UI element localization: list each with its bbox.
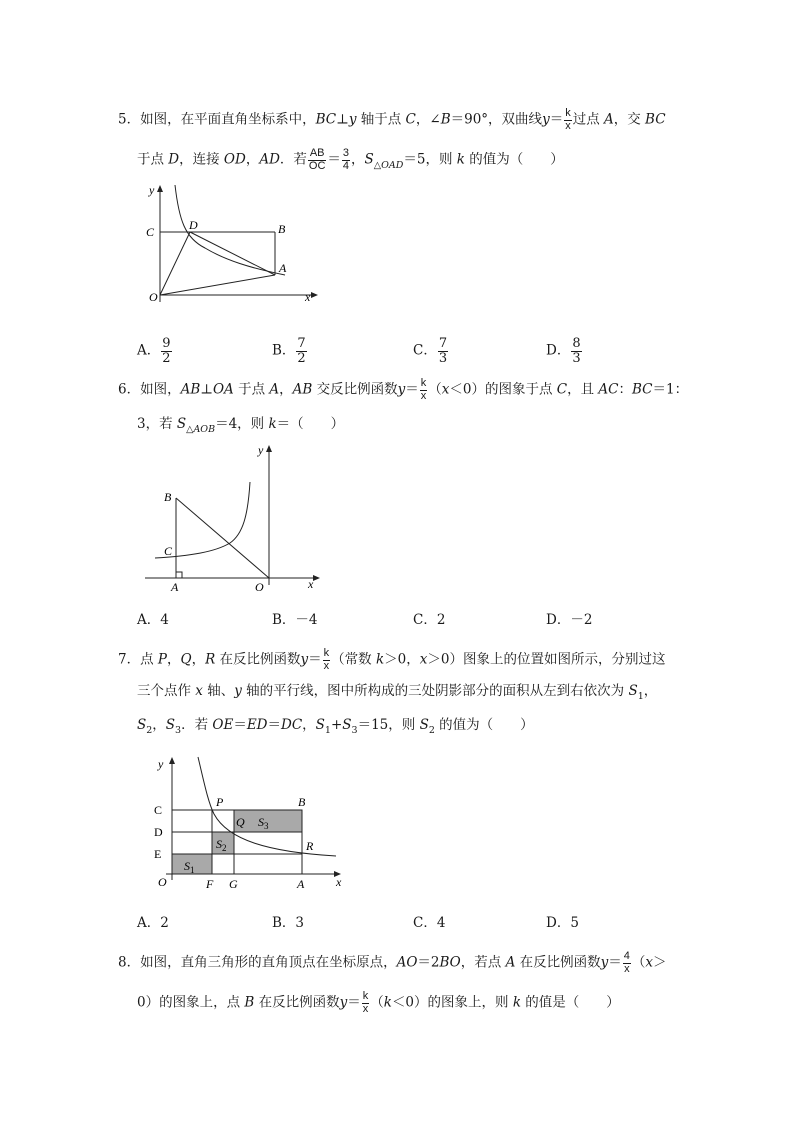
label-S2-letter: S xyxy=(216,837,222,851)
q5-text: ， xyxy=(351,151,365,168)
q6-number: 6． xyxy=(118,381,141,398)
q5-text: ，∠ xyxy=(415,111,441,128)
q7-text: 在反比例函数 xyxy=(215,651,301,668)
q8-text: B xyxy=(244,994,255,1011)
q7-text: 3 xyxy=(351,725,358,736)
label-C: C xyxy=(146,225,155,239)
label-P: P xyxy=(216,795,224,809)
q7-text: 2 xyxy=(146,725,153,736)
q7-text: ＞0）图象上的位置如图所示，分别过这 xyxy=(427,651,666,668)
q8-line-1 xyxy=(118,951,667,975)
segment-DA xyxy=(190,232,275,275)
q6-text: S xyxy=(176,416,187,432)
q7-text: 轴、 xyxy=(202,683,235,699)
q6-text: 于点 xyxy=(233,381,270,398)
q5-text: ，交 xyxy=(613,111,646,128)
q5-text: ．若 xyxy=(279,151,307,168)
label-y: y xyxy=(158,757,164,771)
q5-fraction-k-over-x xyxy=(564,108,572,132)
label-B: B xyxy=(298,795,306,809)
q6-option-d[interactable] xyxy=(546,614,592,628)
q6-text: C xyxy=(556,381,568,398)
fraction-numerator: 7 xyxy=(297,336,306,351)
q5-text: ， xyxy=(245,151,260,168)
label-C: C xyxy=(164,544,173,558)
q7-text: ．若 xyxy=(181,717,213,733)
option-letter: D． xyxy=(546,612,571,628)
label-S3-subscript: 3 xyxy=(264,821,269,831)
option-value: 4 xyxy=(160,612,169,628)
q6-text: ⊥ xyxy=(200,381,213,398)
q8-text: ＝ xyxy=(347,994,361,1011)
label-G: G xyxy=(229,877,238,891)
q8-text: 在反比例函数 xyxy=(254,994,340,1011)
q6-text: ＝ xyxy=(405,381,419,398)
q7-text: ， xyxy=(152,717,166,733)
fraction-numerator: 4 xyxy=(623,950,630,962)
option-letter: B． xyxy=(272,915,296,931)
q6-fraction-k-over-x xyxy=(420,378,428,402)
q8-text: （ xyxy=(631,954,646,971)
q6-text: 3，若 xyxy=(137,416,177,432)
q5-text: △OAD xyxy=(373,159,404,171)
fraction-denominator: x xyxy=(624,962,630,975)
q8-text: 如图，直角三角形的直角顶点在坐标原点， xyxy=(140,954,397,971)
fraction-denominator: 2 xyxy=(162,350,171,366)
q5-text: y xyxy=(542,111,550,128)
q8-text: k xyxy=(383,994,392,1011)
q5-option-d[interactable] xyxy=(546,337,583,365)
q8-line-2 xyxy=(137,991,620,1015)
y-axis-arrow-icon xyxy=(266,445,272,452)
q7-text: ＝ xyxy=(267,717,282,733)
q6-text: ： xyxy=(618,381,632,398)
q8-fraction-4-over-x xyxy=(623,951,631,975)
q6-text: y xyxy=(397,381,406,398)
q7-text: 轴的平行线，图中所构成的三处阴影部分的面积从左到右依次为 xyxy=(241,683,629,699)
label-F: F xyxy=(206,877,214,891)
q8-text: BO xyxy=(439,954,461,971)
q7-text: k xyxy=(375,651,385,668)
q7-text: OE xyxy=(212,717,234,733)
fraction-denominator: 3 xyxy=(572,350,581,366)
option-value: 4 xyxy=(436,915,446,931)
q5-option-a[interactable] xyxy=(137,337,173,365)
q6-figure xyxy=(145,440,345,600)
q8-text: ＝2 xyxy=(417,954,440,971)
label-O: O xyxy=(149,290,158,304)
q7-text: 的值为（ ） xyxy=(434,717,534,733)
q6-text: ＜0）的图象于点 xyxy=(449,381,557,398)
q8-fraction-k-over-x xyxy=(362,991,370,1015)
label-Q: Q xyxy=(236,815,245,829)
x-axis-arrow-icon xyxy=(311,292,318,298)
q6-text: x xyxy=(441,381,450,398)
q7-fraction-k-over-x xyxy=(323,648,331,672)
label-S1-letter: S xyxy=(184,859,190,873)
q5-text: ＝ xyxy=(549,111,564,128)
q8-text: y xyxy=(600,954,609,971)
fraction-numerator: AB xyxy=(309,147,325,159)
segment-BO xyxy=(176,498,269,578)
q5-text: ＝5，则 xyxy=(403,151,457,168)
option-value: －4 xyxy=(295,612,318,628)
q5-text: D xyxy=(168,151,180,168)
option-letter: A． xyxy=(137,342,161,359)
q8-text: ＞ xyxy=(653,954,667,971)
q6-text: △AOB xyxy=(186,424,216,435)
q6-text: AC xyxy=(598,381,619,398)
q5-text: y xyxy=(348,111,357,128)
q6-line-1 xyxy=(118,378,688,402)
fraction-denominator: 4 xyxy=(342,159,350,172)
q5-option-c[interactable] xyxy=(413,337,449,365)
q7-number: 7． xyxy=(118,651,141,668)
label-S2-subscript: 2 xyxy=(222,843,227,853)
q8-text: ＝ xyxy=(608,954,622,971)
label-E: E xyxy=(154,847,162,861)
q7-text: S xyxy=(419,717,429,733)
q7-figure xyxy=(148,752,368,902)
q7-text: y xyxy=(300,651,309,668)
q7-text: S xyxy=(165,717,176,733)
q7-text: 3 xyxy=(175,725,182,736)
q6-text: AB xyxy=(180,381,201,398)
q7-text: 点 xyxy=(140,651,158,668)
q8-text: x xyxy=(645,954,653,971)
label-A: A xyxy=(297,877,305,891)
q7-line-3 xyxy=(137,717,534,736)
fraction-numerator: 8 xyxy=(572,336,581,351)
q6-option-b[interactable] xyxy=(272,614,318,628)
q7-option-b[interactable] xyxy=(272,917,304,931)
fraction-numerator: 3 xyxy=(342,147,350,159)
option-fraction xyxy=(571,337,581,365)
q7-text: S xyxy=(137,717,147,733)
q6-text: ，且 xyxy=(567,381,599,398)
q5-text: BC xyxy=(315,111,337,128)
q7-text: ， xyxy=(166,651,181,668)
q7-text: （常数 xyxy=(331,651,376,668)
q6-line-2 xyxy=(137,416,345,435)
q5-text: C xyxy=(405,111,416,128)
q5-text: BC xyxy=(645,111,666,128)
q5-line-2 xyxy=(137,148,564,172)
label-x: x xyxy=(305,290,311,304)
q7-text: Q xyxy=(180,651,192,668)
fraction-numerator: 9 xyxy=(162,336,171,351)
q5-text: 过点 xyxy=(572,111,604,128)
y-axis-arrow-icon xyxy=(157,185,163,192)
q7-text: ＝15，则 xyxy=(357,717,420,733)
q6-option-c[interactable] xyxy=(413,614,445,628)
label-S1-subscript: 1 xyxy=(190,865,195,875)
label-A: A xyxy=(279,261,287,275)
fraction-denominator: x xyxy=(323,659,330,672)
q7-text: x xyxy=(419,651,428,668)
q6-option-a[interactable] xyxy=(137,614,169,628)
q5-text: 的值为（ ） xyxy=(464,151,564,168)
q7-option-a[interactable] xyxy=(137,917,169,931)
q7-line-2 xyxy=(137,683,658,702)
fraction-denominator: x xyxy=(420,389,427,402)
q7-text: S xyxy=(628,683,638,699)
option-value: 5 xyxy=(570,915,579,931)
q7-text: 2 xyxy=(428,725,435,736)
q5-fraction-ab-over-oc xyxy=(308,148,327,172)
q7-text: x xyxy=(195,683,203,699)
segment-OD xyxy=(160,232,190,295)
q8-text: 的值是（ ） xyxy=(521,994,620,1011)
q5-text: 于点 xyxy=(137,151,169,168)
fraction-numerator: k xyxy=(565,107,571,119)
x-axis-arrow-icon xyxy=(313,575,320,581)
option-letter: B． xyxy=(272,612,296,628)
q5-text: ＝ xyxy=(327,151,341,168)
fraction-denominator: x xyxy=(362,1002,369,1015)
q5-text: ⊥ xyxy=(336,111,349,128)
q8-text: ，若点 xyxy=(460,954,506,971)
label-C: C xyxy=(154,803,163,817)
q6-text: OA xyxy=(212,381,234,398)
option-fraction xyxy=(296,337,306,365)
q5-text: AD xyxy=(259,151,280,168)
q5-text: ，连接 xyxy=(179,151,224,168)
q7-text: 1 xyxy=(637,691,644,702)
q5-fraction-3-over-4 xyxy=(342,148,350,172)
q5-text: 如图，在平面直角坐标系中， xyxy=(140,111,316,128)
q5-number: 5． xyxy=(118,111,141,128)
option-fraction xyxy=(161,337,171,365)
q7-text: ＝ xyxy=(233,717,247,733)
q5-text: 轴于点 xyxy=(356,111,406,128)
q5-text: OD xyxy=(223,151,246,168)
q8-text: 0）的图象上，点 xyxy=(137,994,245,1011)
q7-text: ， xyxy=(643,683,658,699)
fraction-numerator: k xyxy=(420,377,427,389)
q7-line-1 xyxy=(118,648,665,672)
q7-text: P xyxy=(157,651,167,668)
y-axis-arrow-icon xyxy=(169,757,175,764)
q7-text: R xyxy=(205,651,216,668)
q6-text: （ xyxy=(428,381,442,398)
label-D: D xyxy=(154,825,163,839)
q6-text: BC xyxy=(632,381,653,398)
label-x: x xyxy=(308,577,314,591)
q6-text: A xyxy=(269,381,280,398)
q5-figure xyxy=(135,180,335,315)
option-letter: C． xyxy=(413,915,437,931)
option-letter: C． xyxy=(413,612,437,628)
fraction-numerator: 7 xyxy=(438,336,448,351)
q7-text: ， xyxy=(191,651,206,668)
option-letter: A． xyxy=(137,612,161,628)
q8-text: y xyxy=(339,994,348,1011)
option-letter: D． xyxy=(546,342,571,359)
q6-text: k xyxy=(268,416,277,432)
q6-text: ， xyxy=(279,381,293,398)
label-S3-letter: S xyxy=(258,815,264,829)
option-value: －2 xyxy=(570,612,593,628)
q5-text: A xyxy=(604,111,614,128)
q8-text: k xyxy=(512,994,522,1011)
q6-text: 交反比例函数 xyxy=(312,381,398,398)
q5-line-1 xyxy=(118,108,666,132)
q7-text: ＞0， xyxy=(384,651,420,668)
option-value: 2 xyxy=(436,612,446,628)
q8-text: ＜0）的图象上，则 xyxy=(391,994,513,1011)
q7-option-d[interactable] xyxy=(546,917,579,931)
q8-text: AO xyxy=(396,954,418,971)
q8-text: （ xyxy=(370,994,384,1011)
q7-text: ＝ xyxy=(308,651,322,668)
q7-text: S xyxy=(315,717,325,733)
fraction-denominator: x xyxy=(565,119,571,132)
q7-text: 1 xyxy=(324,725,331,736)
label-R: R xyxy=(306,839,314,853)
q6-text: ＝1： xyxy=(652,381,689,398)
fraction-denominator: 3 xyxy=(438,350,448,366)
label-O: O xyxy=(158,875,167,889)
label-O: O xyxy=(255,580,264,594)
q7-text: ， xyxy=(302,717,316,733)
q5-text: B xyxy=(440,111,451,128)
q6-text: AB xyxy=(292,381,313,398)
label-A: A xyxy=(171,580,179,594)
option-letter: D． xyxy=(546,915,571,931)
q8-text: 在反比例函数 xyxy=(515,954,601,971)
label-D: D xyxy=(189,218,198,232)
option-fraction xyxy=(438,337,448,365)
q7-text: DC xyxy=(281,717,303,733)
q7-text: ED xyxy=(246,717,268,733)
q6-text: ＝4，则 xyxy=(215,416,269,432)
q7-text: 三个点作 xyxy=(137,683,196,699)
label-y: y xyxy=(149,183,155,197)
option-value: 3 xyxy=(295,915,305,931)
fraction-numerator: k xyxy=(362,990,369,1002)
option-letter: A． xyxy=(137,915,161,931)
q7-text: y xyxy=(234,683,242,699)
label-x: x xyxy=(336,875,342,889)
q8-text: A xyxy=(505,954,516,971)
option-letter: B． xyxy=(272,342,296,359)
fraction-numerator: k xyxy=(323,647,330,659)
q8-number: 8． xyxy=(118,954,141,971)
q5-text: k xyxy=(456,151,465,168)
q7-text: S xyxy=(342,717,352,733)
fraction-denominator: OC xyxy=(308,159,326,172)
option-letter: C． xyxy=(413,342,437,359)
option-value: 2 xyxy=(160,915,169,931)
fraction-denominator: 2 xyxy=(297,350,306,366)
q6-text: ＝（ ） xyxy=(276,416,345,432)
segment-OA xyxy=(160,275,275,295)
q5-text: S xyxy=(364,151,374,168)
q6-text: 如图， xyxy=(140,381,181,398)
q7-option-c[interactable] xyxy=(413,917,445,931)
q5-option-b[interactable] xyxy=(272,337,308,365)
label-B: B xyxy=(278,222,286,236)
right-angle-mark xyxy=(176,572,182,578)
q7-text: + xyxy=(330,717,343,733)
q5-text: ＝90°，双曲线 xyxy=(450,111,543,128)
label-y: y xyxy=(258,443,264,457)
label-B: B xyxy=(164,490,172,504)
